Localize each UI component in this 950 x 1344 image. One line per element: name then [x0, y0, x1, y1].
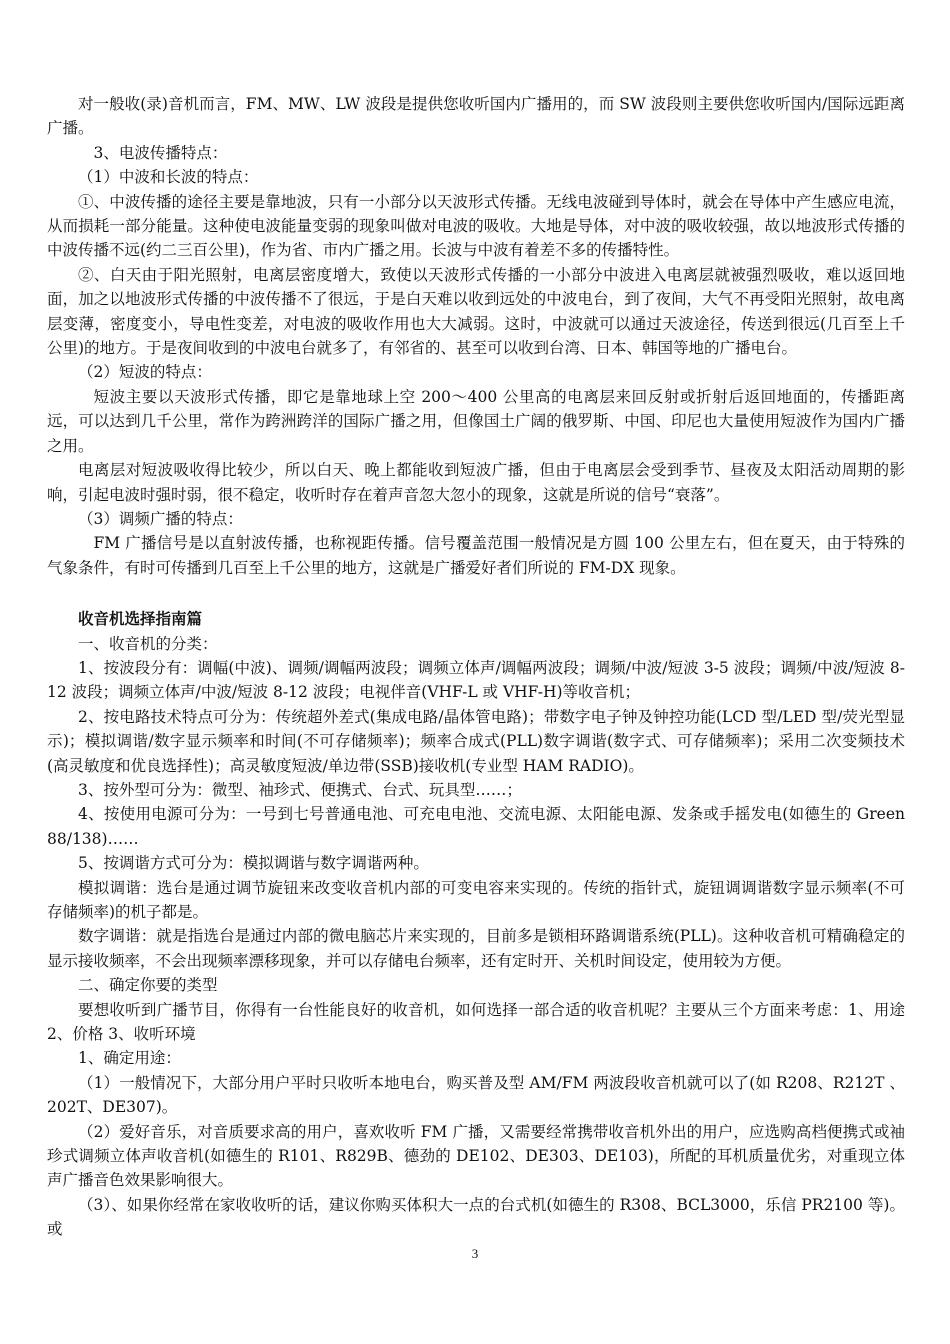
subheading: 一、收音机的分类：	[78, 634, 218, 653]
paragraph: 4、按使用电源可分为：一号到七号普通电池、可充电电池、交流电源、太阳能电源、发条或手摇发电(如德生的 Green 88/138)……	[47, 805, 905, 848]
page-number: 3	[471, 1246, 479, 1261]
paragraph: （3）、如果你经常在家收收听的话，建议你购买体积大一点的台式机(如德生的 R308、BCL3000，乐信 PR2100 等)。或	[47, 1195, 905, 1239]
paragraph: （2）爱好音乐，对音质要求高的用户，喜欢收听 FM 广播，又需要经常携带收音机外出的用户，应选购高档便携式或袖珍式调频立体声收音机(如德生的 R101、R829B、德劲的 DE102、DE303、DE103)，所配的耳机质量优劣，对重现立体声广播音色效果影响很大。	[47, 1122, 905, 1190]
paragraph: 模拟调谐：选台是通过调节旋钮来改变收音机内部的可变电容来实现的。传统的指针式，旋钮调调谐数字显示频率(不可存储频率)的机子都是。	[47, 878, 905, 921]
section-spacer	[47, 580, 905, 607]
paragraph: 5、按调谐方式可分为：模拟调谐与数字调谐两种。	[78, 854, 429, 873]
paragraph: 对一般收(录)音机而言，FM、MW、LW 波段是提供您收听国内广播用的，而 SW 波段则主要供您收听国内/国际远距离广播。	[47, 95, 905, 138]
subheading: （3）调频广播的特点：	[78, 509, 243, 528]
subheading: 3、电波传播特点：	[93, 143, 228, 162]
section-title: 收音机选择指南篇	[78, 609, 203, 629]
paragraph: FM 广播信号是以直射波传播，也称视距传播。信号覆盖范围一般情况是方圆 100 公里左右，但在夏天，由于特殊的气象条件，有时可传播到几百至上千公里的地方，这就是广播爱好者们所说的 FM-DX 现象。	[47, 534, 905, 577]
subheading: （2）短波的特点：	[78, 363, 212, 382]
subheading: （1）中波和长波的特点：	[78, 168, 259, 187]
paragraph: ①、中波传播的途径主要是靠地波，只有一小部分以天波形式传播。无线电波碰到导体时，就会在导体中产生感应电流，从而损耗一部分能量。这种使电波能量变弱的现象叫做对电波的吸收。大地是导体，对中波的吸收较强，故以地波形式传播的中波传播不远(约二三百公里)，作为省、市内广播之用。长波与中波有着差不多的传播特性。	[47, 192, 905, 260]
document-body	[47, 92, 905, 1242]
paragraph: 2、按电路技术特点可分为：传统超外差式(集成电路/晶体管电路)；带数字电子钟及钟控功能(LCD 型/LED 型/荧光型显示)；模拟调谐/数字显示频率和时间(不可存储频率)；频率合成式(PLL)数字调谐(数字式、可存储频率)；采用二次变频技术(高灵敏度和优良选择性)；高灵敏度短波/单边带(SSB)接收机(专业型 HAM RADIO)。	[47, 707, 905, 775]
paragraph: 电离层对短波吸收得比较少，所以白天、晚上都能收到短波广播，但由于电离层会受到季节、昼夜及太阳活动周期的影响，引起电波时强时弱，很不稳定，收听时存在着声音忽大忽小的现象，这就是所说的信号“衰落”。	[47, 461, 905, 504]
paragraph: ②、白天由于阳光照射，电离层密度增大，致使以天波形式传播的一小部分中波进入电离层就被强烈吸收，难以返回地面，加之以地波形式传播的中波传播不了很远，于是白天难以收到远处的中波电台，到了夜间，大气不再受阳光照射，故电离层变薄，密度变小，导电性变差，对电波的吸收作用也大大减弱。这时，中波就可以通过天波途径，传送到很远(几百至上千公里)的地方。于是夜间收到的中波电台就多了，有邻省的、甚至可以收到台湾、日本、韩国等地的广播电台。	[47, 265, 905, 358]
paragraph: 短波主要以天波形式传播，即它是靠地球上空 200～400 公里高的电离层来回反射或折射后返回地面的，传播距离远，可以达到几千公里，常作为跨洲跨洋的国际广播之用，但像国土广阔的俄罗斯、中国、印尼也大量使用短波作为国内广播之用。	[47, 387, 905, 455]
paragraph: 3、按外型可分为：微型、袖珍式、便携式、台式、玩具型……；	[78, 780, 522, 799]
paragraph: 要想收听到广播节目，你得有一台性能良好的收音机，如何选择一部合适的收音机呢？主要从三个方面来考虑：1、用途 2、价格 3、收听环境	[47, 1000, 905, 1044]
paragraph: （1）一般情况下，大部分用户平时只收听本地电台，购买普及型 AM/FM 两波段收音机就可以了(如 R208、R212T 、202T、DE307)。	[47, 1073, 905, 1117]
subheading: 二、确定你要的类型	[78, 976, 218, 995]
paragraph: 数字调谐：就是指选台是通过内部的微电脑芯片来实现的，目前多是锁相环路调谐系统(PLL)。这种收音机可精确稳定的显示接收频率，不会出现频率漂移现象，并可以存储电台频率，还有定时开、关机时间设定，使用较为方便。	[47, 927, 905, 970]
paragraph: 1、按波段分有：调幅(中波)、调频/调幅两波段；调频立体声/调幅两波段；调频/中波/短波 3-5 波段；调频/中波/短波 8-12 波段；调频立体声/中波/短波 8-12 波段；电视伴音(VHF-L 或 VHF-H)等收音机；	[47, 658, 905, 702]
subheading: 1、确定用途：	[78, 1049, 181, 1068]
